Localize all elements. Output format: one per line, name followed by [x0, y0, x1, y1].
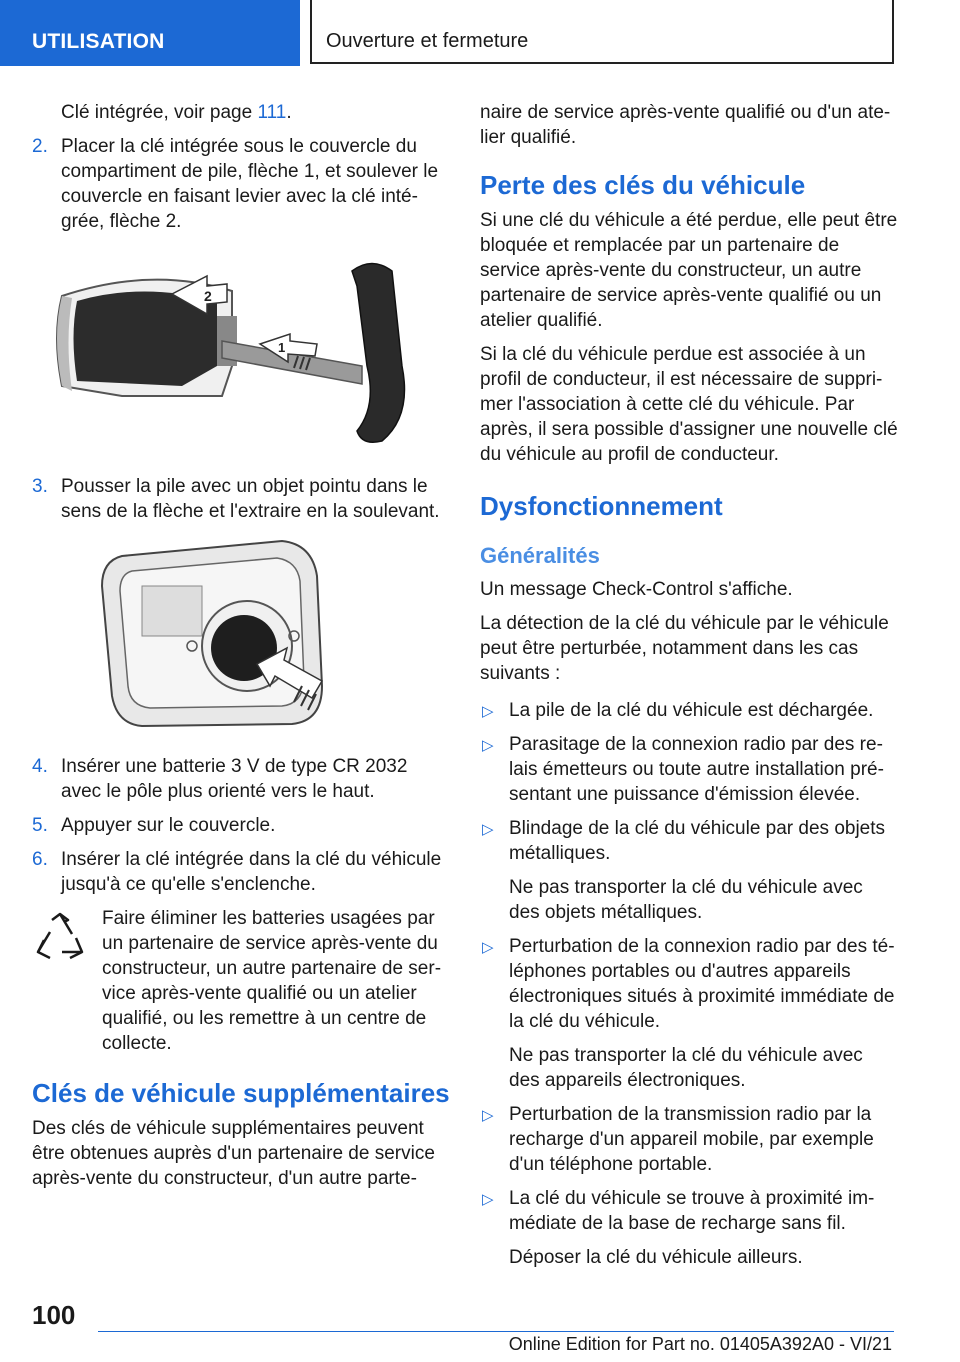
general-p2: La détection de la clé du véhicule par le véhicule peut être perturbée, notamment dans les cas suivants :: [480, 613, 889, 684]
step-3: [32, 474, 450, 524]
triangle-right-icon: ▷: [482, 737, 494, 754]
chapter-title: Ouverture et fermeture: [310, 0, 894, 64]
step-2: [32, 134, 450, 234]
step-4: [32, 754, 450, 804]
list-item: ▷ Perturbation de la transmission radio par la recharge d'un appareil mobile, par exemple d'un téléphone portable.: [482, 1104, 874, 1175]
list-item: ▷ Blindage de la clé du véhicule par des objets métalliques. Ne pas transporter la clé du véhicule avec des objets métalliques.: [480, 816, 898, 925]
step-text: Insérer une batterie 3 V de type CR 2032 avec le pôle plus orienté vers le haut.: [61, 756, 408, 802]
step-number: 4.: [32, 756, 48, 777]
lost-keys-p2: Si la clé du véhicule perdue est associée à un profil de conducteur, il est nécessaire de suppri- mer l'association à cette clé du véhicule. Par après, il sera possible d'assigner une nouvelle clé du véhicule au profil de conducteur.: [480, 344, 898, 465]
step-text: Insérer la clé intégrée dans la clé du véhicule jusqu'à ce qu'elle s'enclenche.: [61, 849, 442, 895]
triangle-right-icon: ▷: [482, 939, 494, 956]
step-text: Appuyer sur le couvercle.: [61, 815, 276, 836]
heading-lost-keys: Perte des clés du véhicule: [480, 170, 806, 200]
triangle-right-icon: ▷: [482, 1107, 494, 1124]
heading-malfunction: Dysfonctionnement: [480, 491, 723, 521]
svg-text:1: 1: [278, 340, 286, 355]
heading-spare-keys: Clés de véhicule supplémentaires: [32, 1078, 450, 1108]
page-number: 100: [32, 1300, 76, 1330]
list-item-advice: Ne pas transporter la clé du véhicule avec des objets métalliques.: [509, 877, 863, 923]
list-item: ▷ La clé du véhicule se trouve à proximité im- médiate de la base de recharge sans fil. Déposer la clé du véhicule ailleurs.: [480, 1186, 898, 1270]
battery-compartment-figure: [32, 536, 450, 736]
edition-label: Online Edition for Part no. 01405A392A0 - VI/21: [508, 1334, 892, 1354]
list-item-advice: Déposer la clé du véhicule ailleurs.: [509, 1247, 803, 1268]
left-column: [32, 100, 450, 1200]
step-number: 2.: [32, 136, 48, 157]
triangle-right-icon: ▷: [482, 1191, 494, 1208]
environment-note: [32, 906, 450, 1056]
list-item: ▷ La pile de la clé du véhicule est déchargée.: [480, 698, 898, 723]
intro-paragraph: Clé intégrée, voir page 111.: [61, 102, 292, 123]
right-column: [480, 100, 898, 1279]
environment-note-text: Faire éliminer les batteries usagées par un partenaire de service après-vente du constructeur, un autre partenaire de ser- vice après-vente qualifié ou un atelier qualifié, ou les remettre à un centre de collecte.: [102, 908, 442, 1054]
step-5: [32, 813, 450, 838]
recycle-icon: [32, 912, 88, 964]
spare-keys-text: Des clés de véhicule supplémentaires peuvent être obtenues auprès d'un partenaire de service après-vente du constructeur, d'un autre parte-: [32, 1118, 435, 1189]
page-header: [0, 0, 960, 66]
integrated-key-figure: [32, 246, 450, 456]
section-tab: UTILISATION: [0, 0, 300, 66]
step-6: [32, 847, 450, 897]
list-item: ▷ Parasitage de la connexion radio par des re- lais émetteurs ou toute autre installation pré- sentant une puissance d'émission élevée.: [482, 734, 884, 805]
step-text: Placer la clé intégrée sous le couvercle du compartiment de pile, flèche 1, et soulever le couvercle en faisant levier avec la clé inté- grée, flèche 2.: [61, 136, 439, 232]
step-text: Pousser la pile avec un objet pointu dans le sens de la flèche et l'extraire en la soulevant.: [61, 476, 440, 522]
svg-text:2: 2: [204, 288, 212, 304]
step-number: 3.: [32, 476, 48, 497]
heading-general: Généralités: [480, 543, 600, 568]
lost-keys-p1: Si une clé du véhicule a été perdue, elle peut être bloquée et remplacée par un partenaire de service après-vente du constructeur, un autre partenaire de service après-vente qualifié ou un atelier qualifié.: [480, 210, 898, 331]
triangle-right-icon: ▷: [482, 703, 494, 720]
triangle-right-icon: ▷: [482, 821, 494, 838]
continued-text: naire de service après-vente qualifié ou d'un ate- lier qualifié.: [480, 102, 891, 148]
list-item-advice: Ne pas transporter la clé du véhicule avec des appareils électroniques.: [509, 1045, 863, 1091]
page-link[interactable]: 111: [257, 102, 287, 123]
step-number: 6.: [32, 849, 48, 870]
general-p1: Un message Check-Control s'affiche.: [480, 579, 793, 600]
list-item: ▷ Perturbation de la connexion radio par des té- léphones portables ou d'autres appareils électroniques situés à proximité immédiate de la clé du véhicule. Ne pas transporter la clé du véhicule avec des appareils électroniques.: [480, 934, 898, 1093]
footer-divider: [98, 1331, 894, 1332]
step-number: 5.: [32, 815, 48, 836]
